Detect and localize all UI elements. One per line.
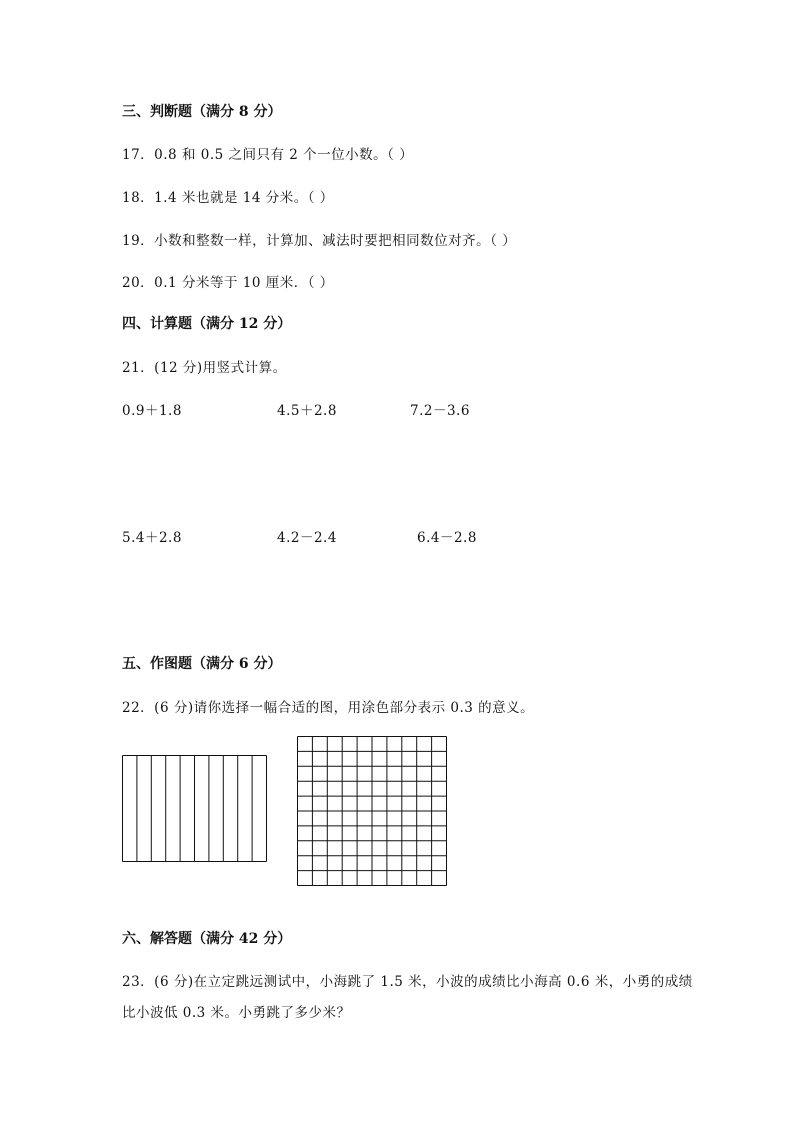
section-6-title: 六、解答题（满分 42 分） <box>122 931 292 947</box>
question-23-line-2: 比小波低 0.3 米。小勇跳了多少米？ <box>122 1005 351 1021</box>
calc-item-1: 0.9＋1.8 <box>122 403 182 419</box>
question-19: 19．小数和整数一样，计算加、减法时要把相同数位对齐。（ ） <box>122 233 517 249</box>
question-22: 22．(6 分)请你选择一幅合适的图，用涂色部分表示 0.3 的意义。 <box>122 700 535 716</box>
calc-item-5: 4.2－2.4 <box>277 530 337 546</box>
section-4-title: 四、计算题（满分 12 分） <box>122 316 292 332</box>
section-5-title: 五、作图题（满分 6 分） <box>122 656 282 672</box>
calc-item-4: 5.4＋2.8 <box>122 530 182 546</box>
question-17: 17．0.8 和 0.5 之间只有 2 个一位小数。（ ） <box>122 147 414 163</box>
section-3-title: 三、判断题（满分 8 分） <box>122 104 282 120</box>
question-23-line-1: 23．(6 分)在立定跳远测试中，小海跳了 1.5 米，小波的成绩比小海高 0.6 米，小勇的成绩 <box>122 974 693 990</box>
question-18: 18．1.4 米也就是 14 分米。（ ） <box>122 190 334 206</box>
question-20: 20．0.1 分米等于 10 厘米．（ ） <box>122 275 334 291</box>
calc-item-2: 4.5＋2.8 <box>277 403 337 419</box>
strip-diagram <box>120 753 270 863</box>
question-21: 21．(12 分)用竖式计算。 <box>122 360 287 376</box>
calc-item-6: 6.4－2.8 <box>417 530 477 546</box>
calc-item-3: 7.2－3.6 <box>410 403 470 419</box>
grid-diagram <box>295 734 449 888</box>
